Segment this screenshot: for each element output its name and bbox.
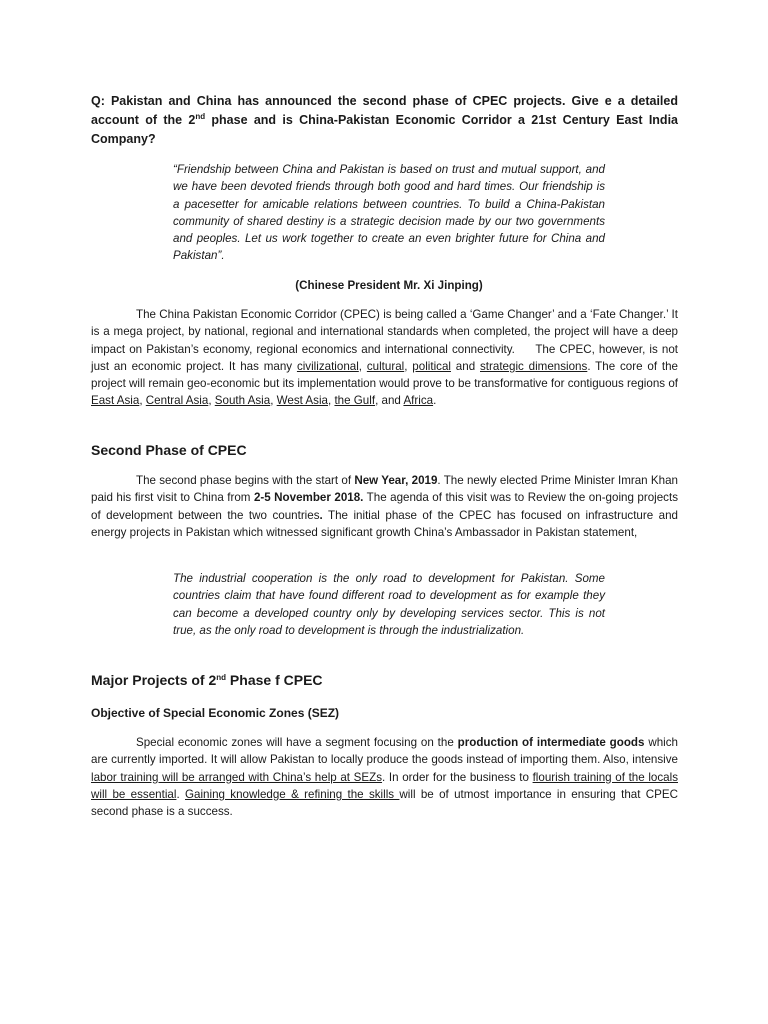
link-labor-training: labor training will be arranged with China’s help at SEZs (91, 770, 383, 784)
link-civilizational: civilizational (296, 359, 359, 373)
link-the-gulf: the Gulf (334, 394, 376, 408)
section-heading-second-phase: Second Phase of CPEC (91, 442, 247, 458)
second-phase-paragraph: The second phase begins with the start of New Year, 2019. The newly elected Prime Minister Imran Khan paid his first visit to China from 2-5 November 2018. The agenda of this visit was to Review the on-going projects of development between the two countries. The initial phase of the CPEC has focused on infrastructure and energy projects in Pakistan which witnessed significant growth China’s Ambassador in Pakistan statement, (91, 474, 678, 539)
cpec-intro-paragraph: The China Pakistan Economic Corridor (CPEC) is being called a ‘Game Changer’ and a ‘Fate Changer.’ It is a mega project, by national, regional and international standards when completed, the project will have a deep impact on Pakistan’s economy, regional economics and international connectivity. The CPEC, however, is not just an economic project. It has many civilizational, cultural, political and strategic dimensions. The core of the project will remain geo-economic but its implementation would prove to be transformative for contiguous regions of East Asia, Central Asia, South Asia, West Asia, the Gulf, and Africa. (91, 308, 678, 408)
question-heading: Q: Pakistan and China has announced the second phase of CPEC projects. Give e a detailed account of the 2nd phase and is China-Pakistan Economic Corridor a 21st Century East India Company? (91, 94, 678, 146)
link-strategic-dimensions: strategic dimensions (480, 359, 588, 373)
xi-jinping-quote: “Friendship between China and Pakistan is based on trust and mutual support, and we have been devoted friends through both good and hard times. Our friendship is a pacesetter for amicable relations between countries. To build a China-Pakistan community of shared destiny is a strategic decision made by our two governments and peoples. Let us work together to create an even brighter future for China and Pakistan”. (173, 163, 605, 263)
quote-attribution: (Chinese President Mr. Xi Jinping) (295, 279, 483, 292)
subheading-sez-objective: Objective of Special Economic Zones (SEZ) (91, 706, 340, 720)
link-flourish-training: flourish training of the locals will be essential (91, 770, 678, 801)
link-west-asia: West Asia (276, 394, 328, 408)
link-central-asia: Central Asia (145, 394, 209, 408)
link-cultural: cultural (366, 359, 405, 373)
ambassador-quote: The industrial cooperation is the only road to development for Pakistan. Some countries claim that have found different road to development as for example they can become a developed country only by developing services sector. This is not true, as the only road to development is through the industrialization. (173, 572, 605, 637)
link-political: political (412, 359, 451, 373)
sez-paragraph: Special economic zones will have a segment focusing on the production of intermediate goods which are currently imported. It will allow Pakistan to locally produce the goods instead of importing them. Also, intensive labor training will be arranged with China’s help at SEZs. In order for the business to flourish training of the locals will be essential. Gaining knowledge & refining the skills will be of utmost importance in ensuring that CPEC second phase is a success. (91, 736, 678, 819)
link-gaining-knowledge: Gaining knowledge & refining the skills (185, 787, 400, 801)
link-south-asia: South Asia (214, 394, 271, 408)
link-east-asia: East Asia (91, 394, 140, 408)
link-africa: Africa (403, 394, 434, 408)
section-heading-major-projects: Major Projects of 2nd Phase f CPEC (91, 672, 323, 688)
